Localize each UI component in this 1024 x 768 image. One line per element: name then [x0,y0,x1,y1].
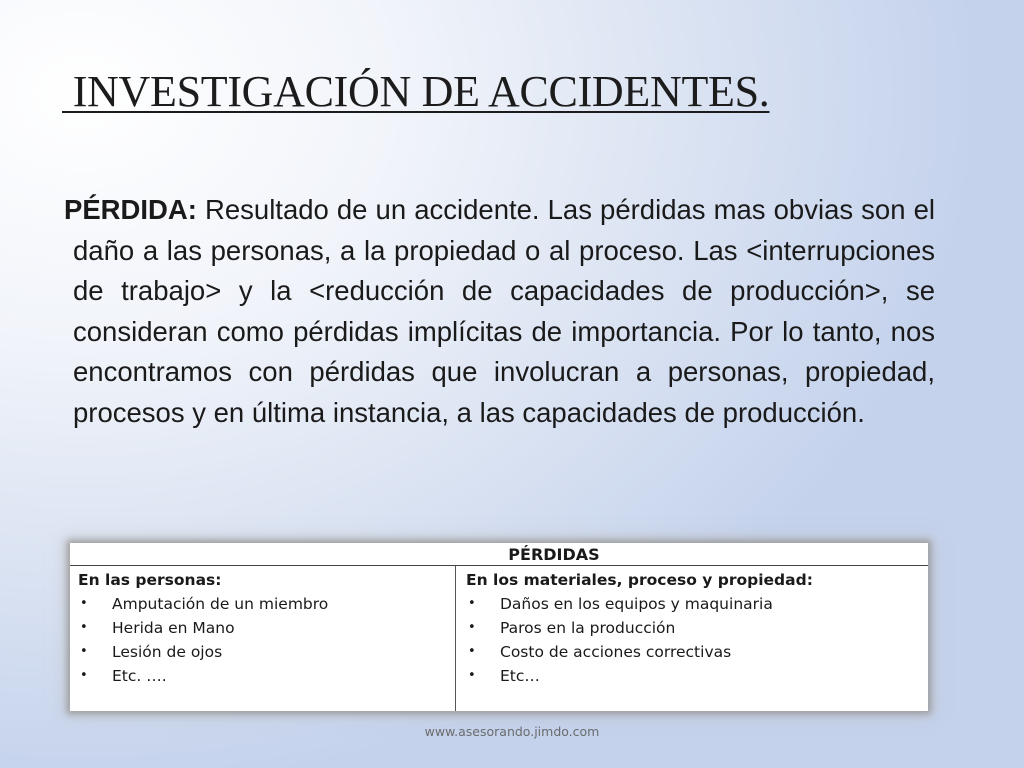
bullet-icon: • [80,596,88,611]
list-item [78,616,455,640]
bullet-icon: • [80,620,88,635]
bullet-icon: • [80,668,88,683]
losses-list [466,592,928,688]
losses-list [78,592,455,688]
list-item-text: Paros en la producción [500,619,676,637]
list-item [466,664,928,688]
losses-column-persons [70,566,456,711]
losses-column-materials [456,566,928,711]
definition-term: PÉRDIDA: [64,194,197,225]
list-item [78,592,455,616]
list-item-text: Amputación de un miembro [112,595,329,613]
list-item [78,640,455,664]
list-item-text: Herida en Mano [112,619,235,637]
list-item [78,664,455,688]
list-item-text: Etc… [500,667,540,685]
losses-table-header: PÉRDIDAS [70,543,928,566]
list-item [466,616,928,640]
bullet-icon: • [468,596,476,611]
bullet-icon: • [468,644,476,659]
definition-paragraph [64,190,935,433]
list-item-text: Costo de acciones correctivas [500,643,732,661]
bullet-icon: • [80,644,88,659]
losses-column-title: En los materiales, proceso y propiedad: [466,571,813,589]
losses-table [70,543,928,711]
slide-title: INVESTIGACIÓN DE ACCIDENTES. [62,67,770,116]
losses-column-title: En las personas: [78,571,222,589]
bullet-icon: • [468,668,476,683]
definition-text: Resultado de un accidente. Las pérdidas mas obvias son el daño a las personas, a la propiedad o al proceso. Las <interrupciones de trabajo> y la <reducción de capacidades de producción>, se consideran como pérdidas implícitas de importancia. Por lo tanto, nos encontramos con pérdidas que involucran a personas, propiedad, procesos y en última instancia, a las capacidades de producción. [73,194,935,428]
list-item [466,640,928,664]
list-item-text: Etc. …. [112,667,167,685]
list-item-text: Lesión de ojos [112,643,223,661]
list-item-text: Daños en los equipos y maquinaria [500,595,773,613]
bullet-icon: • [468,620,476,635]
footer-url: www.asesorando.jimdo.com [424,724,600,739]
list-item [466,592,928,616]
losses-table-body [70,566,928,711]
